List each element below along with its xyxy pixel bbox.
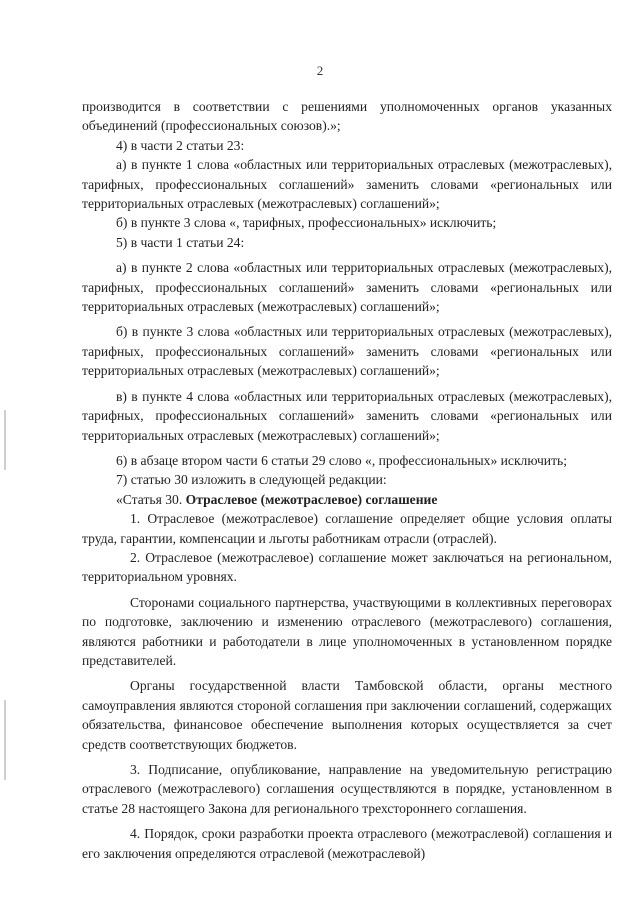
article-heading-title: Отраслевое (межотраслевое) соглашение	[185, 491, 438, 507]
paragraph: производится в соответствии с решениями уполномоченных органов указанных объединений (профессиональных союзов).»;	[82, 99, 612, 134]
page-number: 2	[316, 63, 324, 78]
paragraph: 2. Отраслевое (межотраслевое) соглашение может заключаться на региональном, территориальном уровнях.	[82, 549, 612, 585]
paragraph: 4) в части 2 статьи 23:	[116, 137, 245, 153]
article-heading-prefix: «Статья 30.	[116, 491, 186, 507]
paragraph: 3. Подписание, опубликование, направление на уведомительную регистрацию отраслевого (межотраслевого) соглашения осуществляются в порядке, установленном в статье 28 настоящего Закона для регионального трехстороннего соглашения.	[82, 762, 612, 816]
scan-margin-mark	[4, 700, 6, 780]
paragraph: 4. Порядок, сроки разработки проекта отраслевого (межотраслевой) соглашения и его заключения определяются отраслевой (межотраслевой)	[82, 826, 612, 861]
scan-margin-mark	[4, 410, 6, 470]
paragraph: а) в пункте 1 слова «областных или территориальных отраслевых (межотраслевых), тарифных, профессиональных соглашений» заменить словами «региональных или территориальных отраслевых (межотраслевых) соглашений»;	[82, 157, 612, 212]
paragraph: 5) в части 1 статьи 24:	[116, 234, 245, 250]
paragraph: 7) статью 30 изложить в следующей редакции:	[116, 472, 387, 488]
paragraph: Органы государственной власти Тамбовской области, органы местного самоуправления являются стороной соглашения при заключении соглашений, содержащих обязательства, финансовое обеспечение выполнения которых осуществляется за счет средств соответствующих бюджетов.	[82, 678, 612, 752]
paragraph: 1. Отраслевое (межотраслевое) соглашение определяет общие условия оплаты труда, гарантии, компенсации и льготы работникам отрасли (отраслей).	[82, 511, 612, 546]
paragraph: б) в пункте 3 слова «, тарифных, профессиональных» исключить;	[116, 215, 497, 231]
paragraph: б) в пункте 3 слова «областных или территориальных отраслевых (межотраслевых), тарифных, профессиональных соглашений» заменить словами «региональных или территориальных отраслевых (межотраслевых) соглашений»;	[82, 324, 612, 379]
paragraph: а) в пункте 2 слова «областных или территориальных отраслевых (межотраслевых), тарифных, профессиональных соглашений» заменить словами «региональных или территориальных отраслевых (межотраслевых) соглашений»;	[82, 260, 612, 315]
article-heading	[82, 490, 612, 509]
document-body	[82, 97, 612, 863]
paragraph: 6) в абзаце втором части 6 статьи 29 слово «, профессиональных» исключить;	[116, 452, 568, 468]
paragraph: Сторонами социального партнерства, участвующими в коллективных переговорах по подготовке, заключению и изменению отраслевого (межотраслевого) соглашения, являются работники и работодатели в лице уполномоченных в установленном порядке представителей.	[82, 594, 612, 668]
paragraph: в) в пункте 4 слова «областных или территориальных отраслевых (межотраслевых), тарифных, профессиональных соглашений» заменить словами «региональных или территориальных отраслевых (межотраслевых) соглашений»;	[82, 388, 612, 443]
